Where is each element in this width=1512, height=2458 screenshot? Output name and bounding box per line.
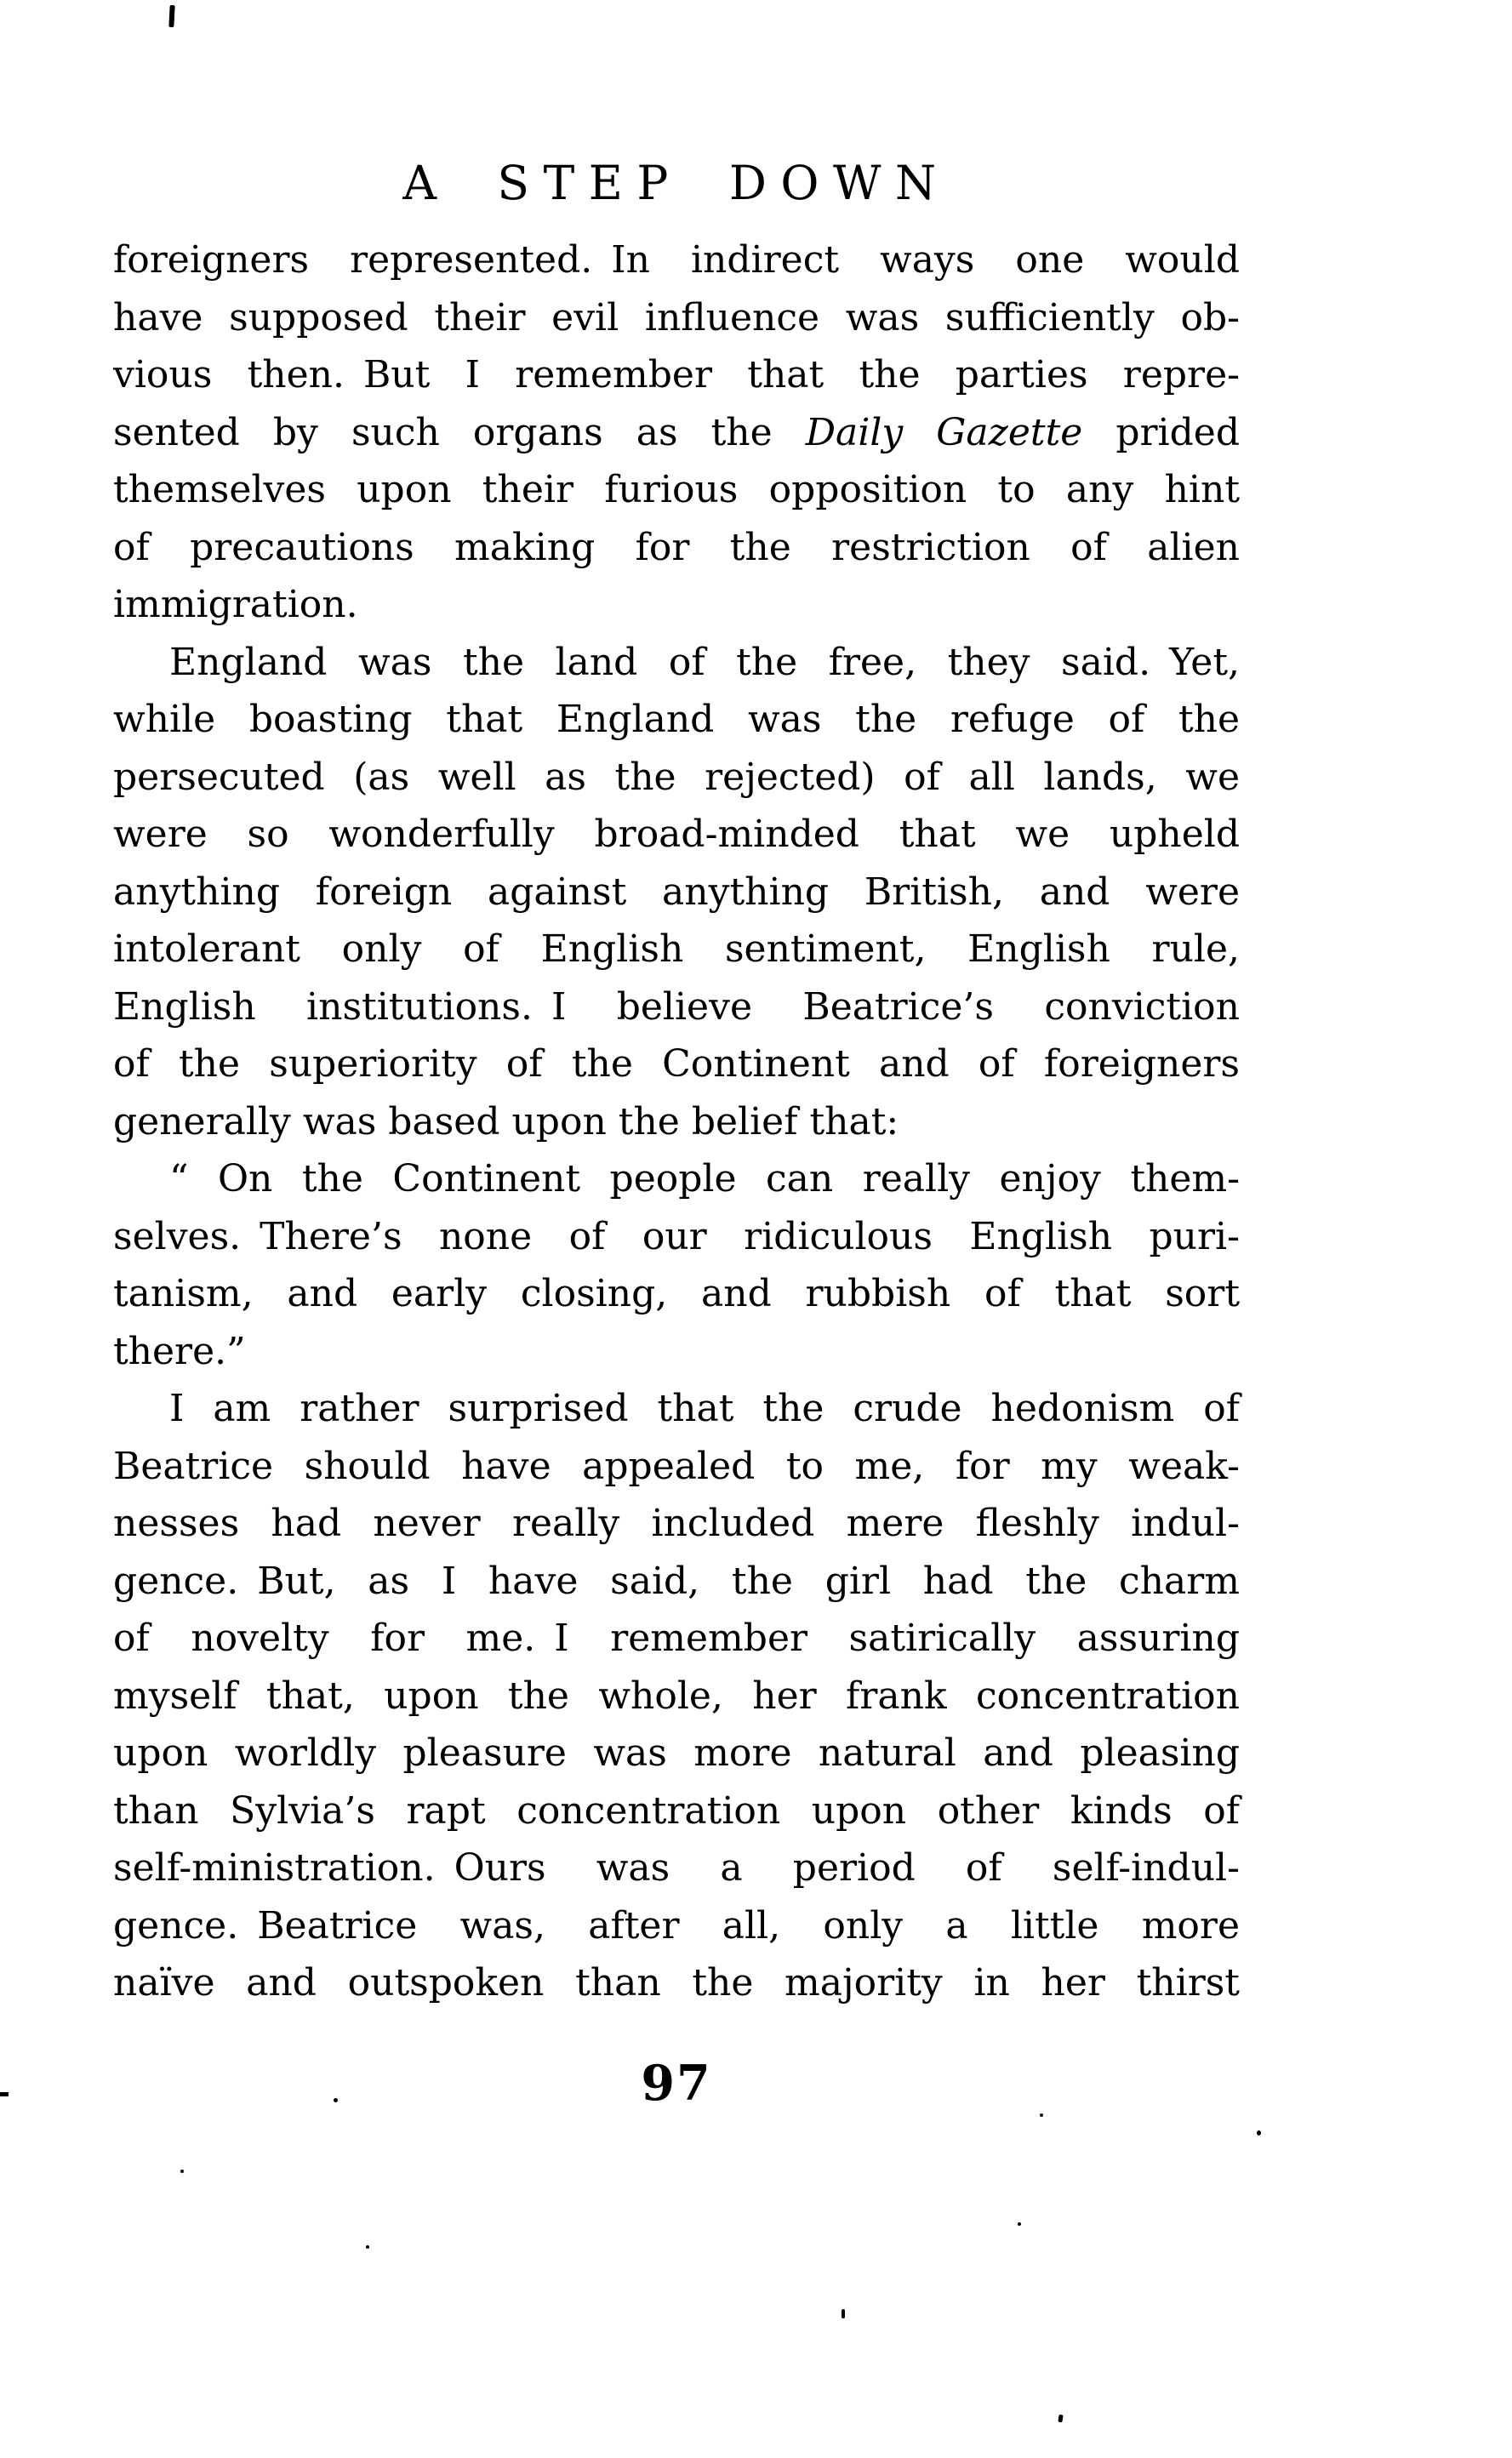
text-line: tanism, and early closing, and rubbish of that sort bbox=[113, 1272, 1240, 1315]
scan-speck bbox=[842, 2309, 845, 2318]
text-line: persecuted (as well as the rejected) of all lands, we bbox=[113, 755, 1240, 799]
text-line: upon worldly pleasure was more natural and pleasing bbox=[113, 1731, 1240, 1775]
scan-speck bbox=[1018, 2222, 1021, 2226]
text-line: there.” bbox=[113, 1329, 246, 1373]
body-text bbox=[113, 231, 1240, 2012]
text-line: intolerant only of English sentiment, English rule, bbox=[113, 927, 1240, 971]
text-segment: prided bbox=[1082, 410, 1240, 454]
scan-speck bbox=[1040, 2113, 1043, 2117]
text-line: gence. But, as I have said, the girl had the charm bbox=[113, 1559, 1240, 1603]
text-segment: sented by such organs as the bbox=[113, 410, 806, 454]
text-line: nesses had never really included mere fleshly indul- bbox=[113, 1502, 1240, 1545]
text-line: naïve and outspoken than the majority in her thirst bbox=[113, 1961, 1240, 2005]
text-line: of novelty for me. I remember satirically assuring bbox=[113, 1617, 1240, 1660]
scan-speck bbox=[1058, 2415, 1063, 2423]
scan-speck bbox=[366, 2245, 369, 2249]
text-line: I am rather surprised that the crude hedonism of bbox=[169, 1387, 1240, 1430]
text-line: “ On the Continent people can really enjoy them- bbox=[169, 1157, 1240, 1200]
chapter-running-head: A STEP DOWN bbox=[402, 156, 950, 210]
text-line: have supposed their evil influence was sufficiently ob- bbox=[113, 295, 1240, 339]
text-line: themselves upon their furious opposition to any hint bbox=[113, 468, 1240, 511]
text-line: selves. There’s none of our ridiculous English puri- bbox=[113, 1214, 1240, 1258]
text-line: self-ministration. Ours was a period of self-indul- bbox=[113, 1846, 1240, 1890]
text-line: while boasting that England was the refuge of the bbox=[113, 698, 1240, 741]
text-line: than Sylvia’s rapt concentration upon other kinds of bbox=[113, 1788, 1240, 1833]
scan-speck bbox=[168, 5, 174, 27]
text-line bbox=[113, 404, 1240, 462]
text-line: of the superiority of the Continent and of foreigners bbox=[113, 1042, 1240, 1086]
text-line: gence. Beatrice was, after all, only a little more bbox=[113, 1903, 1240, 1948]
text-line: were so wonderfully broad-minded that we upheld bbox=[113, 813, 1240, 856]
text-line: England was the land of the free, they said. Yet, bbox=[169, 640, 1240, 684]
text-line: Beatrice should have appealed to me, for my weak- bbox=[113, 1444, 1240, 1488]
text-line: anything foreign against anything British, and were bbox=[113, 870, 1240, 914]
text-line: generally was based upon the belief that: bbox=[113, 1099, 899, 1143]
scan-speck bbox=[180, 2170, 184, 2173]
text-line: foreigners represented. In indirect ways one would bbox=[113, 238, 1240, 282]
italic-periodical-title: Daily Gazette bbox=[805, 410, 1083, 454]
text-line: English institutions. I believe Beatrice’s conviction bbox=[113, 984, 1240, 1029]
text-line: immigration. bbox=[113, 583, 358, 626]
text-line: vious then. But I remember that the parties repre- bbox=[113, 353, 1240, 396]
text-line: of precautions making for the restriction of alien bbox=[113, 525, 1240, 569]
scan-speck bbox=[1257, 2130, 1261, 2136]
page-number: 97 bbox=[641, 2055, 712, 2112]
scan-speck bbox=[0, 2092, 9, 2096]
text-line: myself that, upon the whole, her frank concentration bbox=[113, 1674, 1240, 1718]
